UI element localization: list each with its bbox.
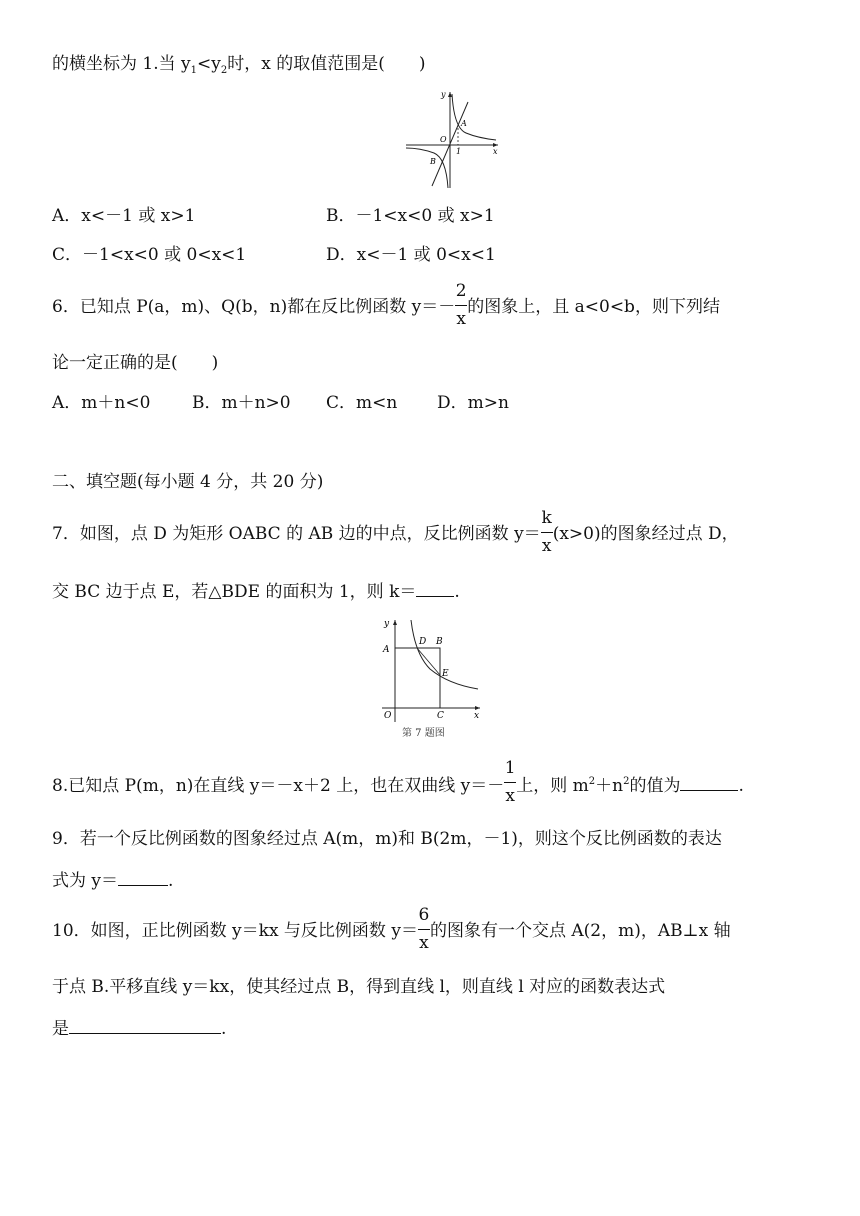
q9-stem-part: . [168,871,174,891]
point-label-a: A [461,119,467,128]
q10-stem-part: 10．如图，正比例函数 y＝kx 与反比例函数 y＝ [52,921,418,941]
q6-stem-line2: 论一定正确的是( ) [52,353,219,373]
q10-stem-part: 是 [52,1019,69,1039]
answer-blank[interactable] [416,578,454,597]
tick-label-1: 1 [456,147,462,156]
q7-stem-part: . [454,582,460,602]
q6-option-d[interactable]: D．m>n [437,393,509,413]
figure-caption: 第 7 题图 [402,728,445,739]
q9-stem-part: 式为 y＝ [52,871,119,891]
q7-stem-part: 7．如图，点 D 为矩形 OABC 的 AB 边的中点，反比例函数 y＝ [52,524,541,544]
q10-stem-part: . [221,1019,227,1039]
q6-option-a[interactable]: A．m＋n<0 [52,393,151,413]
answer-blank[interactable] [118,867,168,886]
origin-label: O [440,135,447,144]
q8-stem-part: ＋n [595,776,624,796]
q5-stem-part: 的横坐标为 1.当 y [52,54,191,74]
point-label-c: C [437,711,444,721]
fraction-denominator: x [505,786,516,806]
q5-stem-part: <y [197,54,221,74]
subscript: 1 [190,65,198,76]
axis-label-y: y [384,619,390,629]
answer-blank[interactable] [680,772,738,791]
q7-stem-line2 [52,578,460,604]
q9-stem: 9．若一个反比例函数的图象经过点 A(m，m)和 B(2m，－1)，则这个反比例函数的表达 [52,829,722,849]
fraction [504,758,516,806]
section-title: 二、填空题(每小题 4 分，共 20 分) [52,472,324,492]
q5-option-b[interactable]: B．－1<x<0 或 x>1 [326,206,495,226]
q5-option-a[interactable]: A．x<－1 或 x>1 [52,206,196,226]
axis-label-y: y [441,90,446,99]
fraction-denominator: x [419,933,429,953]
q6-stem-part: 的图象上，且 a<0<b，则下列结 [467,297,720,317]
q7-stem [52,508,739,556]
superscript: 2 [623,776,630,787]
q5-option-c[interactable]: C．－1<x<0 或 0<x<1 [52,245,247,265]
q7-stem-part: 交 BC 边于点 E，若△BDE 的面积为 1，则 k＝ [52,582,417,602]
q8-stem-part: 上，则 m [516,776,589,796]
axis-label-x: x [474,711,480,721]
q9-stem-line2 [52,867,173,893]
q7-figure [370,614,490,744]
superscript: 2 [588,776,596,787]
q10-stem-line2: 于点 B.平移直线 y＝kx，使其经过点 B，得到直线 l，则直线 l 对应的函数表达式 [52,977,666,997]
q6-option-b[interactable]: B．m＋n>0 [192,393,291,413]
q8-stem-part: 的值为 [629,776,681,796]
fraction-numerator: k [541,508,552,528]
fraction [418,905,430,953]
q8-stem-part: . [738,776,744,796]
q5-option-d[interactable]: D．x<－1 或 0<x<1 [326,245,496,265]
q10-stem-line3 [52,1015,226,1041]
q5-figure [398,88,504,192]
answer-blank[interactable] [69,1015,221,1034]
fraction-numerator: 2 [455,281,467,301]
point-label-b: B [430,157,436,166]
fraction-numerator: 6 [418,905,430,925]
q8-stem-part: 8.已知点 P(m，n)在直线 y＝－x＋2 上，也在双曲线 y＝－ [52,776,505,796]
q7-stem-part: (x>0)的图象经过点 D， [552,524,739,544]
fraction-denominator: x [456,309,467,329]
q5-stem [52,52,426,79]
origin-label: O [384,711,392,721]
fraction [541,508,553,556]
q10-stem [52,905,731,953]
point-label-b: B [436,637,443,647]
fraction [455,281,467,329]
q6-option-c[interactable]: C．m<n [326,393,398,413]
fraction-denominator: x [541,536,552,556]
q8-stem [52,758,744,806]
point-label-e: E [442,669,449,679]
point-label-a: A [383,645,390,655]
subscript: 2 [220,65,228,76]
point-label-d: D [419,637,427,647]
fraction-numerator: 1 [504,758,516,778]
axis-label-x: x [493,147,498,156]
q6-stem-part: 6．已知点 P(a，m)、Q(b，n)都在反比例函数 y＝－ [52,297,456,317]
q5-stem-part: 时，x 的取值范围是( ) [227,54,426,74]
q6-stem [52,281,720,329]
q10-stem-part: 的图象有一个交点 A(2，m)，AB⊥x 轴 [429,921,731,941]
